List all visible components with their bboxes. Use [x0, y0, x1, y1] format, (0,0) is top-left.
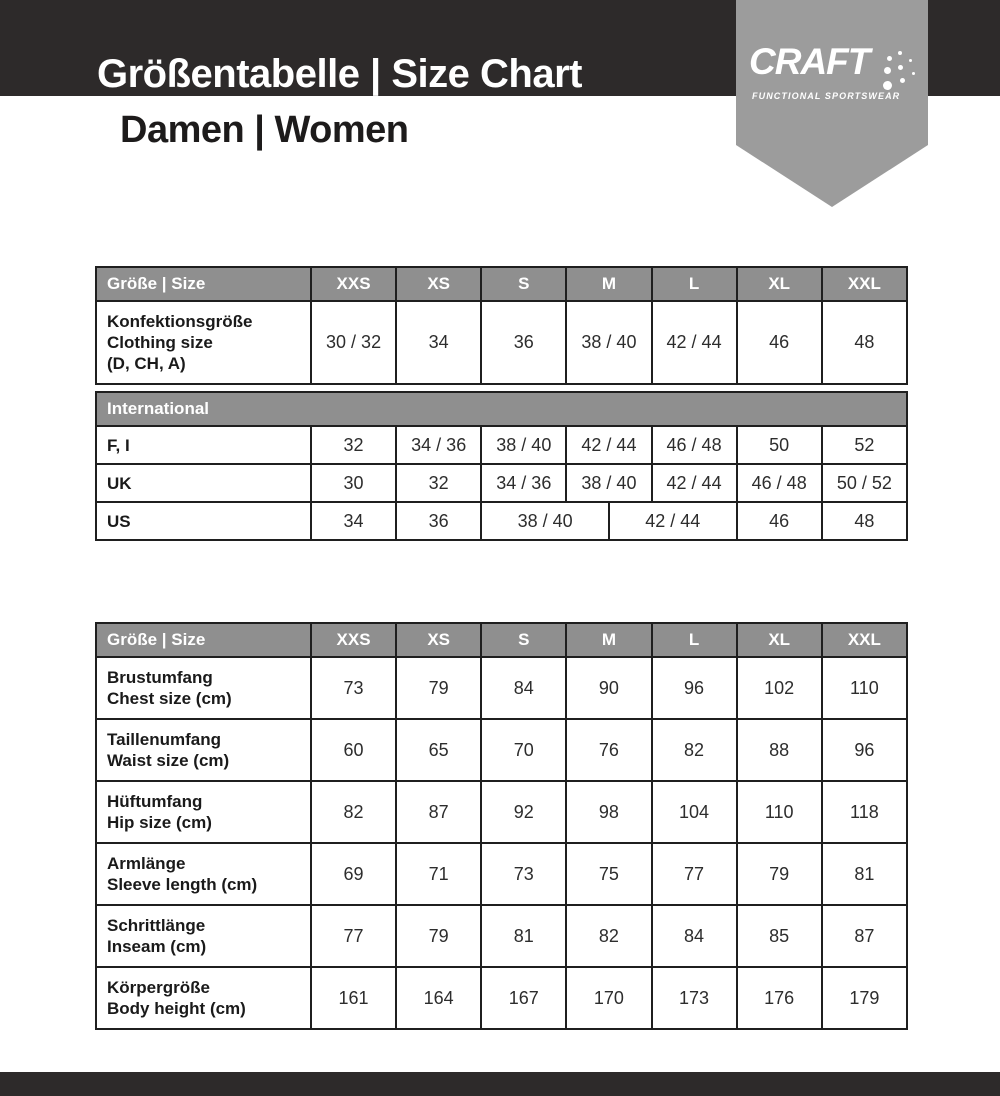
table-row — [96, 301, 907, 384]
value-cell: 50 — [737, 426, 822, 464]
value-cell: 102 — [737, 657, 822, 719]
row-label: UK — [96, 464, 311, 502]
value-cell: 73 — [481, 843, 566, 905]
value-cell: 104 — [652, 781, 737, 843]
value-cell: 60 — [311, 719, 396, 781]
value-cell: 88 — [737, 719, 822, 781]
corner-label: Größe | Size — [96, 623, 311, 657]
value-cell: 69 — [311, 843, 396, 905]
size-col-header: XXL — [822, 623, 907, 657]
value-cell: 46 — [737, 301, 822, 384]
value-cell: 34 — [311, 502, 396, 540]
value-cell: 90 — [566, 657, 651, 719]
size-col-header: M — [566, 623, 651, 657]
size-header-row — [96, 623, 907, 657]
value-cell: 38 / 40 — [481, 502, 609, 540]
size-col-header: XS — [396, 267, 481, 301]
row-label: Hüftumfang Hip size (cm) — [96, 781, 311, 843]
value-cell: 82 — [652, 719, 737, 781]
value-cell: 46 / 48 — [737, 464, 822, 502]
value-cell: 81 — [481, 905, 566, 967]
value-cell: 92 — [481, 781, 566, 843]
value-cell: 87 — [822, 905, 907, 967]
table-row — [96, 719, 907, 781]
value-cell: 167 — [481, 967, 566, 1029]
table-row — [96, 781, 907, 843]
row-label: Schrittlänge Inseam (cm) — [96, 905, 311, 967]
size-col-header: L — [652, 267, 737, 301]
value-cell: 110 — [822, 657, 907, 719]
corner-label: Größe | Size — [96, 267, 311, 301]
value-cell: 32 — [311, 426, 396, 464]
value-cell: 79 — [737, 843, 822, 905]
page-subtitle: Damen | Women — [120, 109, 409, 151]
value-cell: 36 — [396, 502, 481, 540]
value-cell: 87 — [396, 781, 481, 843]
size-header-row — [96, 267, 907, 301]
page-title: Größentabelle | Size Chart — [97, 52, 582, 96]
value-cell: 77 — [311, 905, 396, 967]
value-cell: 48 — [822, 301, 907, 384]
size-col-header: M — [566, 267, 651, 301]
row-label: Konfektionsgröße Clothing size (D, CH, A) — [96, 301, 311, 384]
value-cell: 34 / 36 — [396, 426, 481, 464]
value-cell: 96 — [822, 719, 907, 781]
value-cell: 30 — [311, 464, 396, 502]
value-cell: 75 — [566, 843, 651, 905]
value-cell: 82 — [566, 905, 651, 967]
size-col-header: XL — [737, 623, 822, 657]
size-col-header: XXL — [822, 267, 907, 301]
value-cell: 65 — [396, 719, 481, 781]
craft-tagline: FUNCTIONAL SPORTSWEAR — [752, 91, 901, 101]
size-col-header: XS — [396, 623, 481, 657]
value-cell: 81 — [822, 843, 907, 905]
value-cell: 84 — [652, 905, 737, 967]
value-cell: 34 — [396, 301, 481, 384]
value-cell: 42 / 44 — [609, 502, 737, 540]
value-cell: 173 — [652, 967, 737, 1029]
body-measurement-table — [95, 622, 908, 1030]
row-label: US — [96, 502, 311, 540]
bottom-black-bar — [0, 1072, 1000, 1096]
value-cell: 42 / 44 — [566, 426, 651, 464]
value-cell: 170 — [566, 967, 651, 1029]
value-cell: 98 — [566, 781, 651, 843]
value-cell: 34 / 36 — [481, 464, 566, 502]
table-row — [96, 905, 907, 967]
value-cell: 79 — [396, 657, 481, 719]
value-cell: 84 — [481, 657, 566, 719]
row-label: Taillenumfang Waist size (cm) — [96, 719, 311, 781]
brand-ribbon — [736, 0, 928, 145]
table-row — [96, 502, 907, 540]
value-cell: 161 — [311, 967, 396, 1029]
value-cell: 46 — [737, 502, 822, 540]
value-cell: 32 — [396, 464, 481, 502]
international-banner: International — [96, 392, 907, 426]
table-row — [96, 464, 907, 502]
value-cell: 36 — [481, 301, 566, 384]
value-cell: 76 — [566, 719, 651, 781]
size-col-header: S — [481, 267, 566, 301]
size-col-header: XXS — [311, 267, 396, 301]
value-cell: 79 — [396, 905, 481, 967]
value-cell: 38 / 40 — [566, 301, 651, 384]
table-row — [96, 426, 907, 464]
value-cell: 164 — [396, 967, 481, 1029]
value-cell: 48 — [822, 502, 907, 540]
size-col-header: L — [652, 623, 737, 657]
craft-logo-dots-icon — [883, 50, 925, 96]
table-row — [96, 967, 907, 1029]
value-cell: 70 — [481, 719, 566, 781]
clothing-size-table — [95, 266, 908, 385]
table-row — [96, 843, 907, 905]
value-cell: 176 — [737, 967, 822, 1029]
value-cell: 50 / 52 — [822, 464, 907, 502]
international-banner-row — [96, 392, 907, 426]
value-cell: 42 / 44 — [652, 464, 737, 502]
value-cell: 110 — [737, 781, 822, 843]
international-size-table — [95, 391, 908, 541]
row-label: F, I — [96, 426, 311, 464]
value-cell: 118 — [822, 781, 907, 843]
table-row — [96, 657, 907, 719]
size-col-header: XL — [737, 267, 822, 301]
value-cell: 52 — [822, 426, 907, 464]
value-cell: 30 / 32 — [311, 301, 396, 384]
value-cell: 179 — [822, 967, 907, 1029]
row-label: Brustumfang Chest size (cm) — [96, 657, 311, 719]
value-cell: 73 — [311, 657, 396, 719]
size-col-header: S — [481, 623, 566, 657]
row-label: Armlänge Sleeve length (cm) — [96, 843, 311, 905]
value-cell: 38 / 40 — [481, 426, 566, 464]
value-cell: 42 / 44 — [652, 301, 737, 384]
value-cell: 38 / 40 — [566, 464, 651, 502]
value-cell: 85 — [737, 905, 822, 967]
value-cell: 96 — [652, 657, 737, 719]
row-label: Körpergröße Body height (cm) — [96, 967, 311, 1029]
size-col-header: XXS — [311, 623, 396, 657]
craft-logo: CRAFT — [749, 41, 870, 82]
value-cell: 82 — [311, 781, 396, 843]
value-cell: 71 — [396, 843, 481, 905]
value-cell: 46 / 48 — [652, 426, 737, 464]
value-cell: 77 — [652, 843, 737, 905]
